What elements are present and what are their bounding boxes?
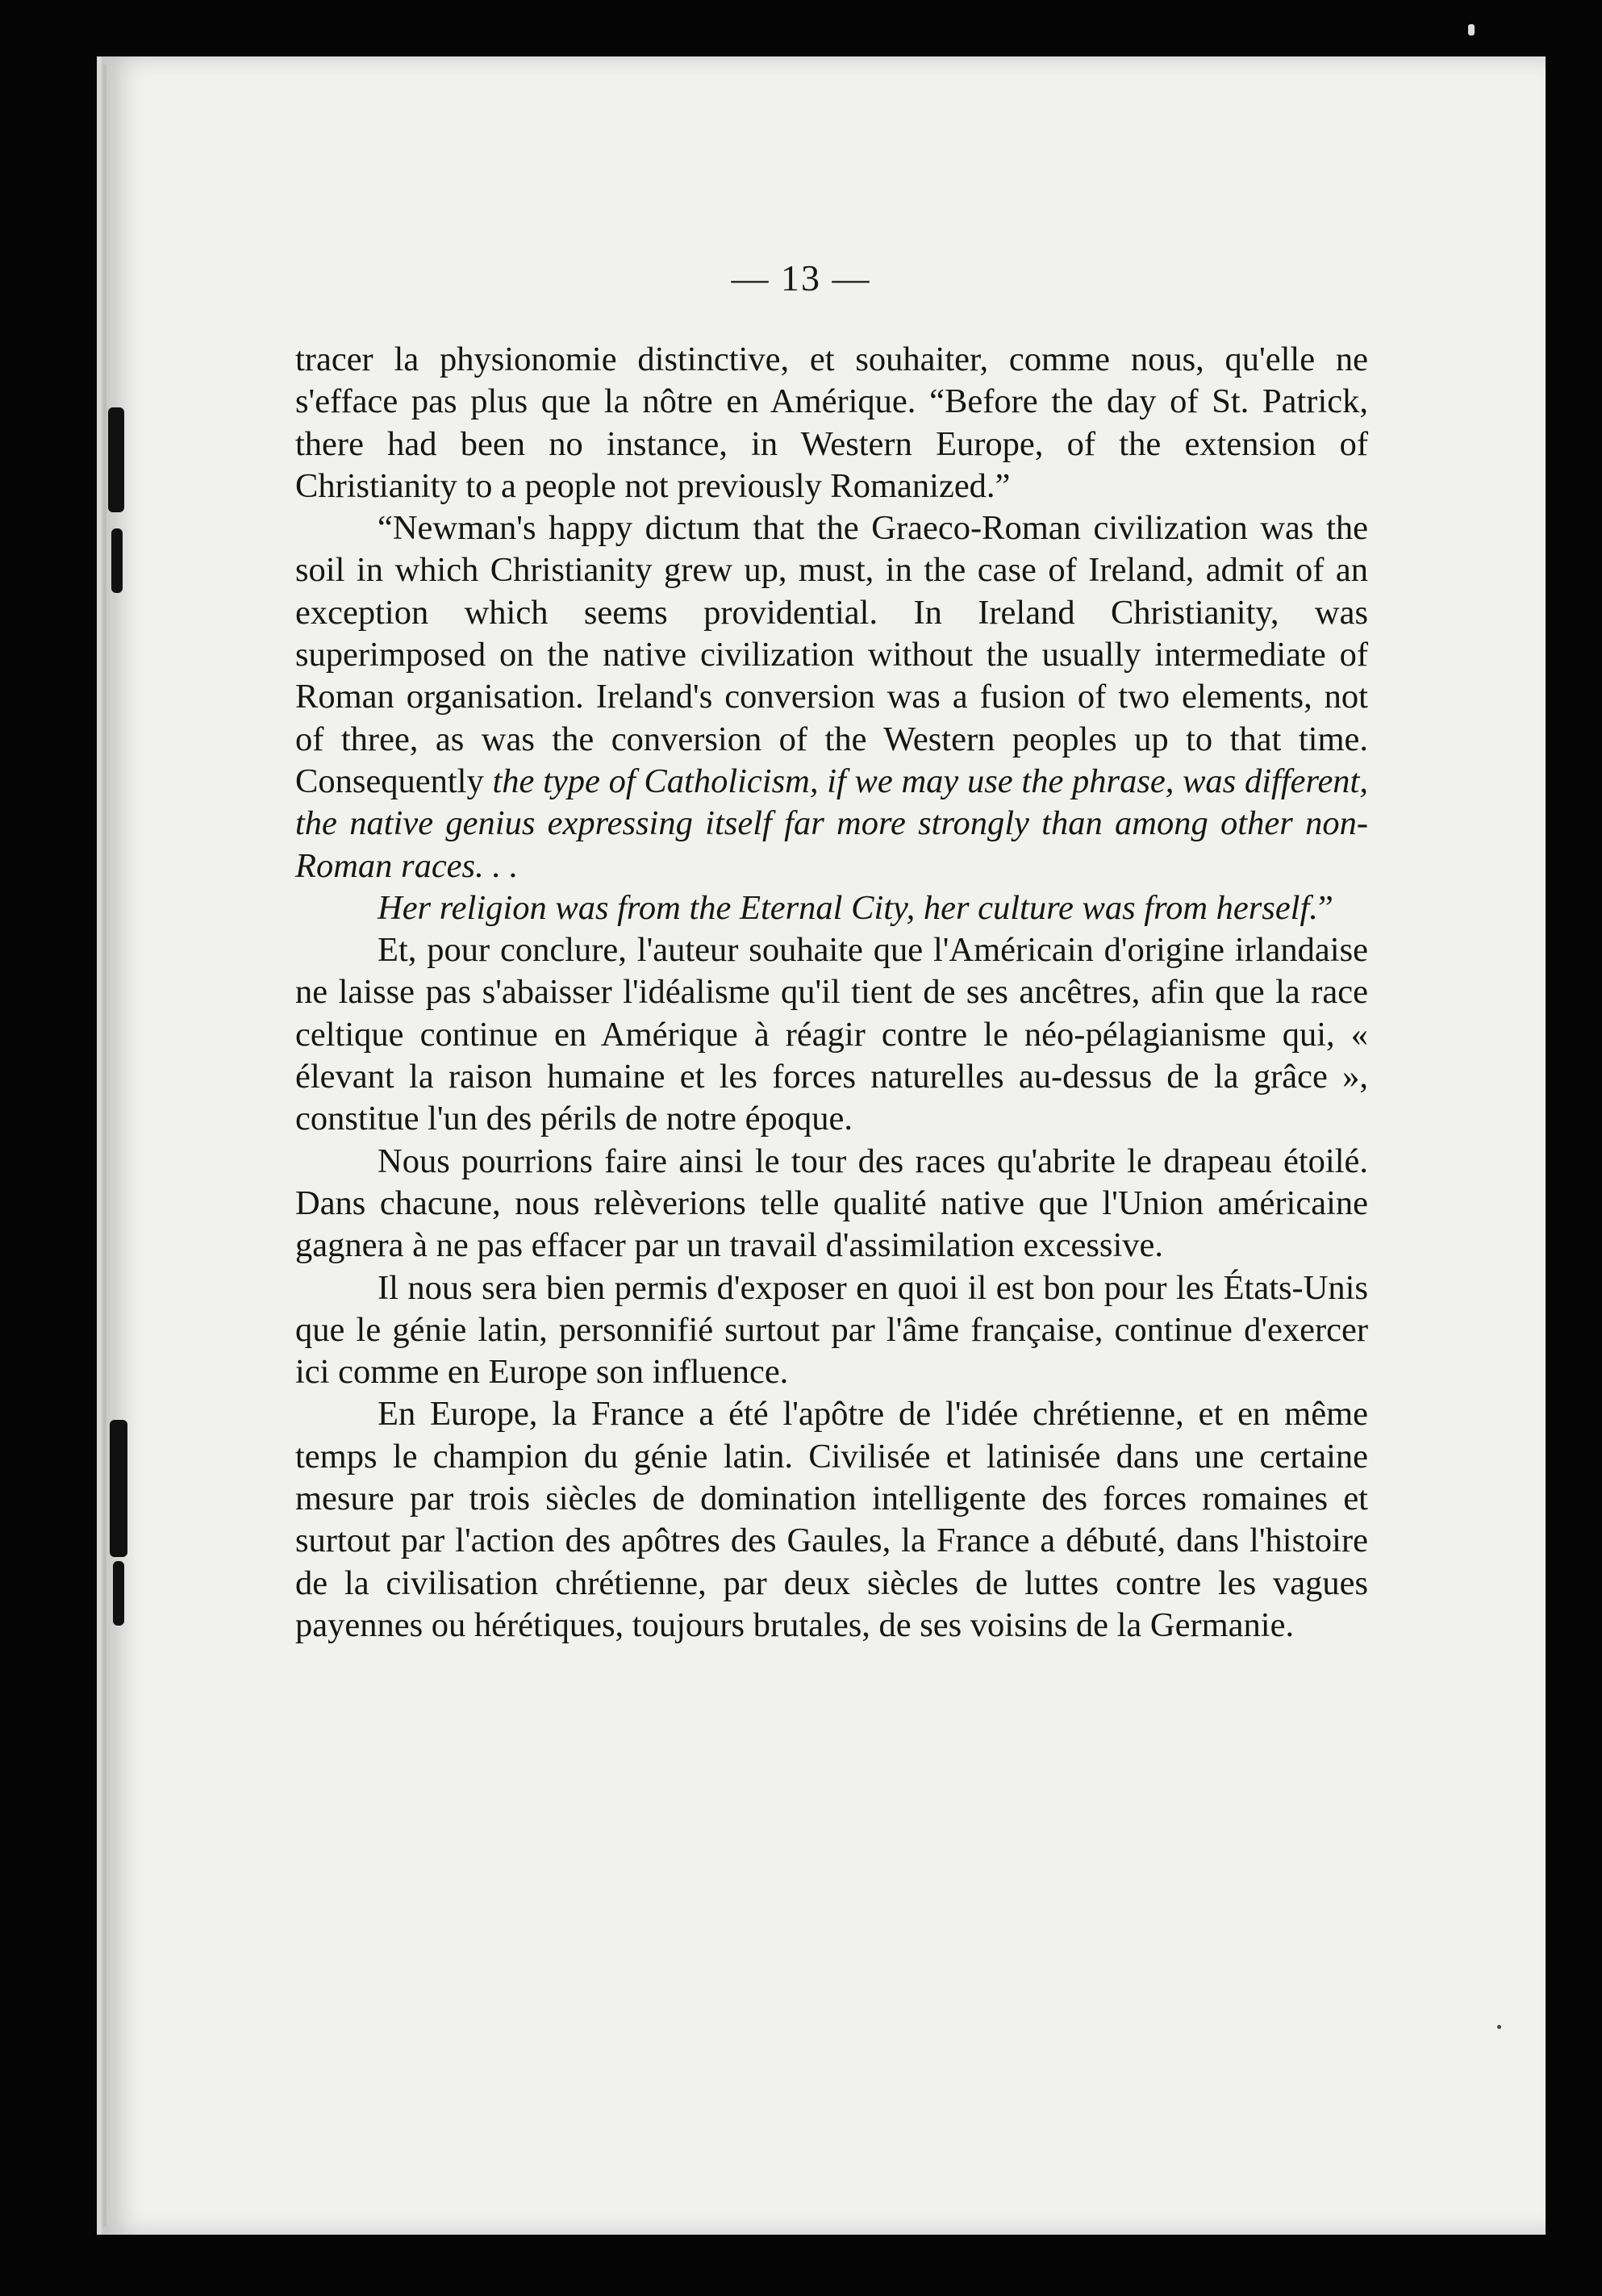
- english-quotation: “Newman's happy dictum that the Graeco-Roman civilization was the soil in which Christianity grew up, must, in the case of Ireland, admit of an exception which seems providential. In Ireland Christianity, was superimposed on the native civilization without the usually intermediate of Roman organisation. Ireland's conversion was a fusion of two elements, not of three, as was the conversion of the Western peoples up to that time. Consequently: [295, 509, 1368, 800]
- ink-speck: [1497, 2025, 1501, 2029]
- page-edge: [103, 65, 106, 2227]
- paragraph: Il nous sera bien permis d'exposer en quoi il est bon pour les États-Unis que le génie latin, personnifié surtout par l'âme française, continue d'exercer ici comme en Europe son influence.: [295, 1268, 1368, 1392]
- dust-speck: [1468, 24, 1475, 35]
- paragraph-text: tracer la physionomie distinctive, et souhaiter, comme nous, qu'elle ne s'efface pas plus que la nôtre en Amérique.: [295, 340, 1368, 421]
- paragraph: Et, pour conclure, l'auteur souhaite que l'Américain d'origine irlandaise ne laisse pas s'abaisser l'idéalisme qu'il tient de ses ancêtres, afin que la race celtique continue en Amérique à réagir contre le néo-pélagianisme qui, « élevant la raison humaine et les forces naturelles au-dessus de la grâce », constitue l'un des périls de notre époque.: [295, 931, 1368, 1138]
- binding-thread-mark: [113, 1561, 124, 1626]
- closing-quote: ”: [1317, 888, 1333, 927]
- binding-thread-mark: [108, 407, 124, 512]
- paragraph: [295, 887, 1368, 929]
- italic-quotation: Her religion was from the Eternal City, her culture was from herself.: [378, 888, 1318, 927]
- paragraph: [295, 507, 1368, 887]
- english-quotation: “Before the day of St. Patrick, there had been no instance, in Western Europe, of the extension of Christianity to a people not previously Romanized.”: [295, 382, 1368, 505]
- paragraph: En Europe, la France a été l'apôtre de l'idée chrétienne, et en même temps le champion du génie latin. Civilisée et latinisée dans une certaine mesure par trois siècles de domination intelligente des forces romaines et surtout par l'action des apôtres des Gaules, la France a débuté, dans l'histoire de la civilisation chrétienne, par deux siècles de luttes contre les vagues payennes ou hérétiques, toujours brutales, de ses voisins de la Germanie.: [295, 1395, 1368, 1644]
- italic-quotation: the type of Catholicism, if we may use the phrase, was different, the native genius expressing itself far more strongly than among other non-Roman races. . .: [295, 762, 1368, 885]
- binding-thread-mark: [111, 528, 123, 593]
- body-text: [295, 339, 1368, 1647]
- page-number: — 13 —: [731, 257, 871, 298]
- paragraph: Nous pourrions faire ainsi le tour des races qu'abrite le drapeau étoilé. Dans chacune, nous relèverions telle qualité native que l'Union américaine gagnera à ne pas effacer par un travail d'assimilation excessive.: [295, 1142, 1368, 1265]
- binding-thread-mark: [110, 1420, 127, 1557]
- paragraph: [295, 339, 1368, 507]
